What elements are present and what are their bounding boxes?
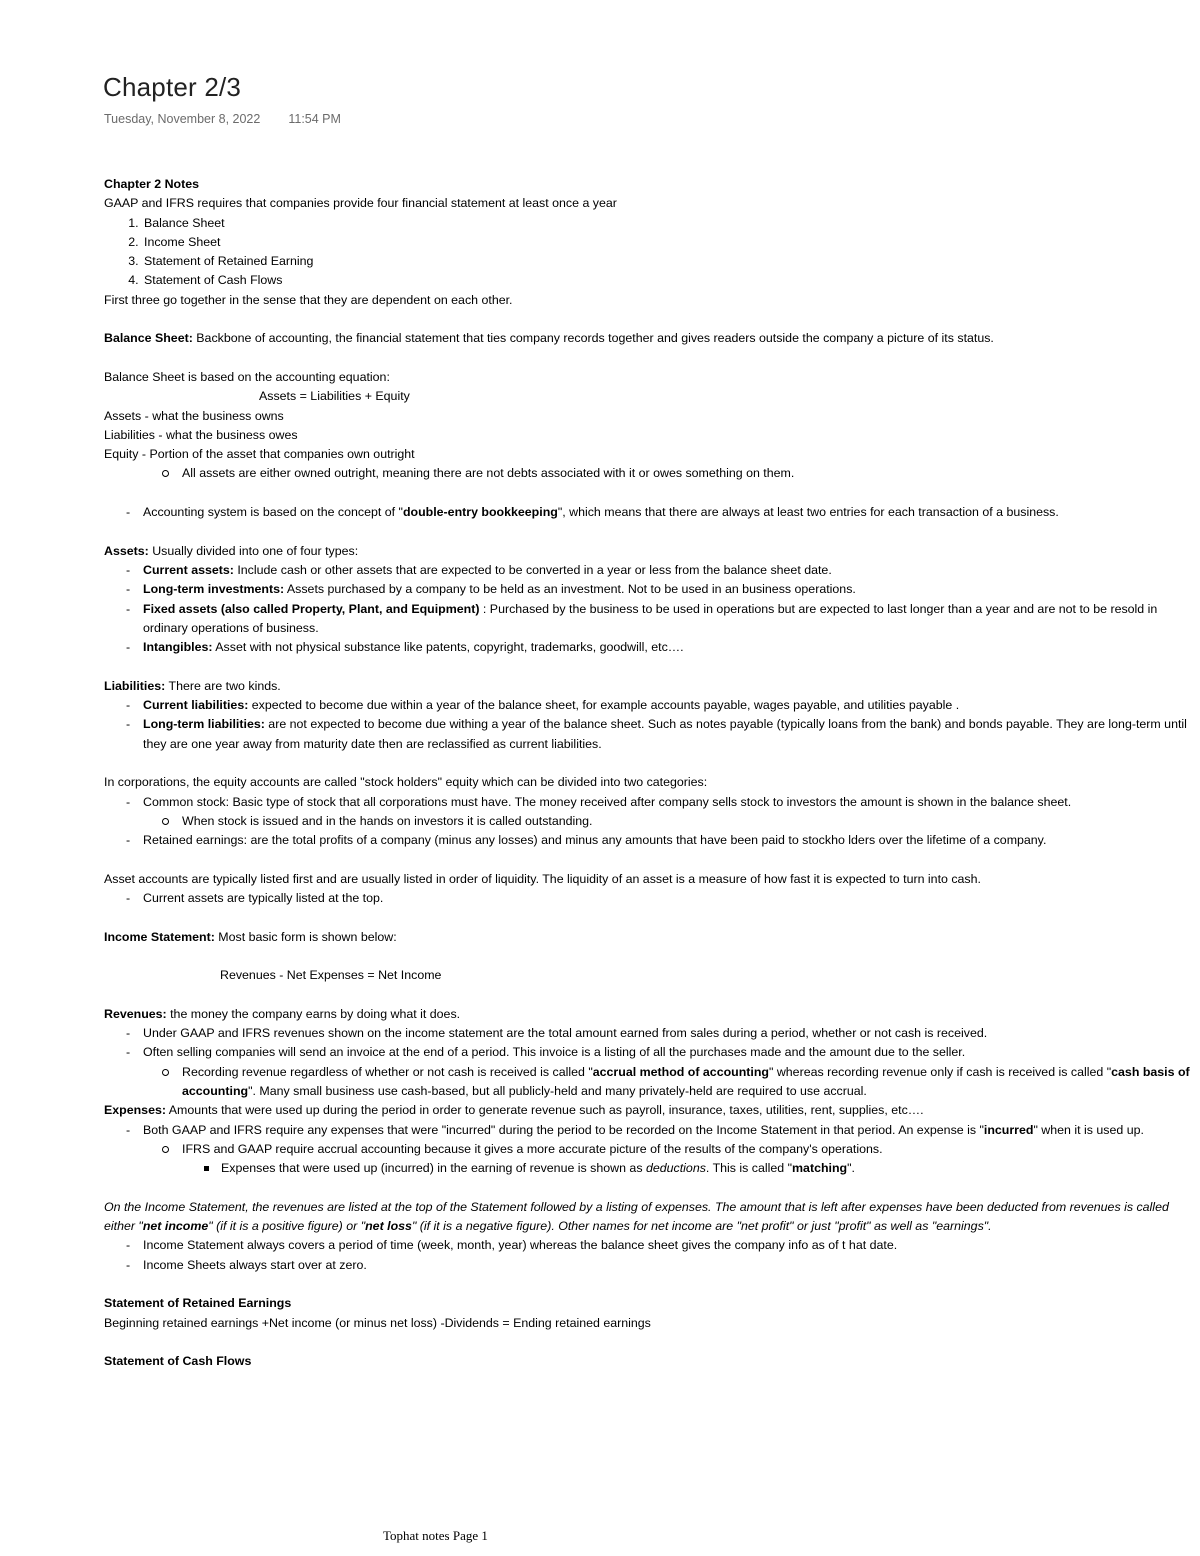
statements-list: [104, 214, 1194, 291]
list-item: - Current liabilities: expected to become due within a year of the balance sheet, for example accounts payable, wages payable, and utilities payable .: [104, 696, 1194, 715]
liabilities-heading: Liabilities: There are two kinds.: [104, 678, 281, 693]
note-body: [104, 175, 1194, 1371]
list-item: - Intangibles: Asset with not physical substance like patents, copyright, trademarks, goodwill, etc….: [104, 638, 1194, 657]
asset-types-list: [104, 561, 1194, 657]
cash-flows-heading: Statement of Cash Flows: [104, 1354, 252, 1369]
list-item: 3. Statement of Retained Earning: [142, 252, 1194, 271]
list-item: Recording revenue regardless of whether or not cash is received is called "accrual method of accounting" whereas recording revenue only if cash is received is called "cash basis of accounting". Many small business use cash-based, but all publicly-held and many privately-held are required to use accrual.: [104, 1063, 1194, 1102]
list-item: 4. Statement of Cash Flows: [142, 271, 1194, 290]
list-item: IFRS and GAAP require accrual accounting because it gives a more accurate picture of the results of the company's operations.: [104, 1140, 1194, 1159]
chapter-heading: Chapter 2 Notes: [104, 177, 200, 191]
income-equation: Revenues - Net Expenses = Net Income: [220, 968, 442, 983]
accounting-equation: Assets = Liabilities + Equity: [259, 389, 410, 404]
page-time: 11:54 PM: [288, 112, 341, 126]
equity-definition: Equity - Portion of the asset that companies own outright: [104, 447, 415, 462]
liabilities-definition: Liabilities - what the business owes: [104, 427, 298, 442]
page-title: Chapter 2/3: [103, 72, 242, 102]
page-timestamp: [104, 112, 341, 126]
revenues-heading: Revenues: the money the company earns by doing what it does.: [104, 1006, 461, 1021]
list-item: - Income Statement always covers a period of time (week, month, year) whereas the balance sheet gives the company info as of t hat date.: [104, 1236, 1194, 1255]
income-statement-italic-note: On the Income Statement, the revenues are listed at the top of the Statement followed by a listing of expenses. The amount that is left after expenses have been deducted from revenues is called either "net income" (if it is a positive figure) or "net loss" (if it is a negative figure). Other names for net income are "net profit" or just "profit" as well as "earnings".: [104, 1199, 1169, 1234]
list-item: - Current assets are typically listed at the top.: [104, 889, 1194, 908]
list-item: - Often selling companies will send an invoice at the end of a period. This invoice is a listing of all the purchases made and the amount due to the seller.: [104, 1043, 1194, 1062]
list-item: - Long-term investments: Assets purchased by a company to be held as an investment. Not to be used in an business operations.: [104, 580, 1194, 599]
liquidity-note: Asset accounts are typically listed first and are usually listed in order of liquidity. The liquidity of an asset is a measure of how fast it is expected to turn into cash.: [104, 871, 981, 886]
first-three-note: First three go together in the sense that they are dependent on each other.: [104, 292, 513, 307]
list-item: When stock is issued and in the hands on investors it is called outstanding.: [104, 812, 1194, 831]
page-date: Tuesday, November 8, 2022: [104, 112, 261, 126]
list-item: Expenses that were used up (incurred) in the earning of revenue is shown as deductions. This is called "matching".: [104, 1159, 1194, 1178]
list-item: - Accounting system is based on the concept of "double-entry bookkeeping", which means that there are always at least two entries for each transaction of a business.: [104, 503, 1194, 522]
liability-types-list: [104, 696, 1194, 754]
retained-earnings-heading: Statement of Retained Earnings: [104, 1296, 292, 1311]
income-statement-heading: Income Statement: Most basic form is shown below:: [104, 929, 397, 944]
expenses-heading: Expenses: Amounts that were used up during the period in order to generate revenue such as payroll, insurance, taxes, utilities, rent, supplies, etc….: [104, 1103, 924, 1118]
list-item: - Fixed assets (also called Property, Plant, and Equipment) : Purchased by the business to be used in operations but are expected to last longer than a year and are not to be resold in ordinary operations of business.: [104, 600, 1194, 639]
list-item: - Income Sheets always start over at zero.: [104, 1256, 1194, 1275]
list-item: - Current assets: Include cash or other assets that are expected to be converted in a year or less from the balance sheet date.: [104, 561, 1194, 580]
corporation-equity: In corporations, the equity accounts are called "stock holders" equity which can be divided into two categories:: [104, 775, 708, 790]
list-item: - Retained earnings: are the total profits of a company (minus any losses) and minus any amounts that have been paid to stockho lders over the lifetime of a company.: [104, 831, 1194, 850]
balance-sheet-def: Balance Sheet: Backbone of accounting, the financial statement that ties company records together and gives readers outside the company a picture of its status.: [104, 331, 994, 346]
list-item: - Common stock: Basic type of stock that all corporations must have. The money received after company sells stock to investors the amount is shown in the balance sheet.: [104, 793, 1194, 812]
equation-intro: Balance Sheet is based on the accounting equation:: [104, 369, 390, 384]
assets-definition: Assets - what the business owns: [104, 408, 284, 423]
list-item: - Both GAAP and IFRS require any expenses that were "incurred" during the period to be recorded on the Income Statement in that period. An expense is "incurred" when it is used up.: [104, 1121, 1194, 1140]
list-item: 1. Balance Sheet: [142, 214, 1194, 233]
list-item: - Long-term liabilities: are not expected to become due withing a year of the balance sheet. Such as notes payable (typically loans from the bank) and bonds payable. They are long-term until they are one year away from maturity date then are reclassified as current liabilities.: [104, 715, 1194, 754]
retained-earnings-formula: Beginning retained earnings +Net income (or minus net loss) -Dividends = Ending retained earnings: [104, 1315, 651, 1330]
list-item: - Under GAAP and IFRS revenues shown on the income statement are the total amount earned from sales during a period, whether or not cash is received.: [104, 1024, 1194, 1043]
page-footer: Tophat notes Page 1: [383, 1528, 488, 1543]
list-item: All assets are either owned outright, meaning there are not debts associated with it or owes something on them.: [104, 464, 1194, 483]
assets-heading: Assets: Usually divided into one of four types:: [104, 543, 359, 558]
list-item: 2. Income Sheet: [142, 233, 1194, 252]
gaap-intro: GAAP and IFRS requires that companies provide four financial statement at least once a year: [104, 196, 617, 211]
